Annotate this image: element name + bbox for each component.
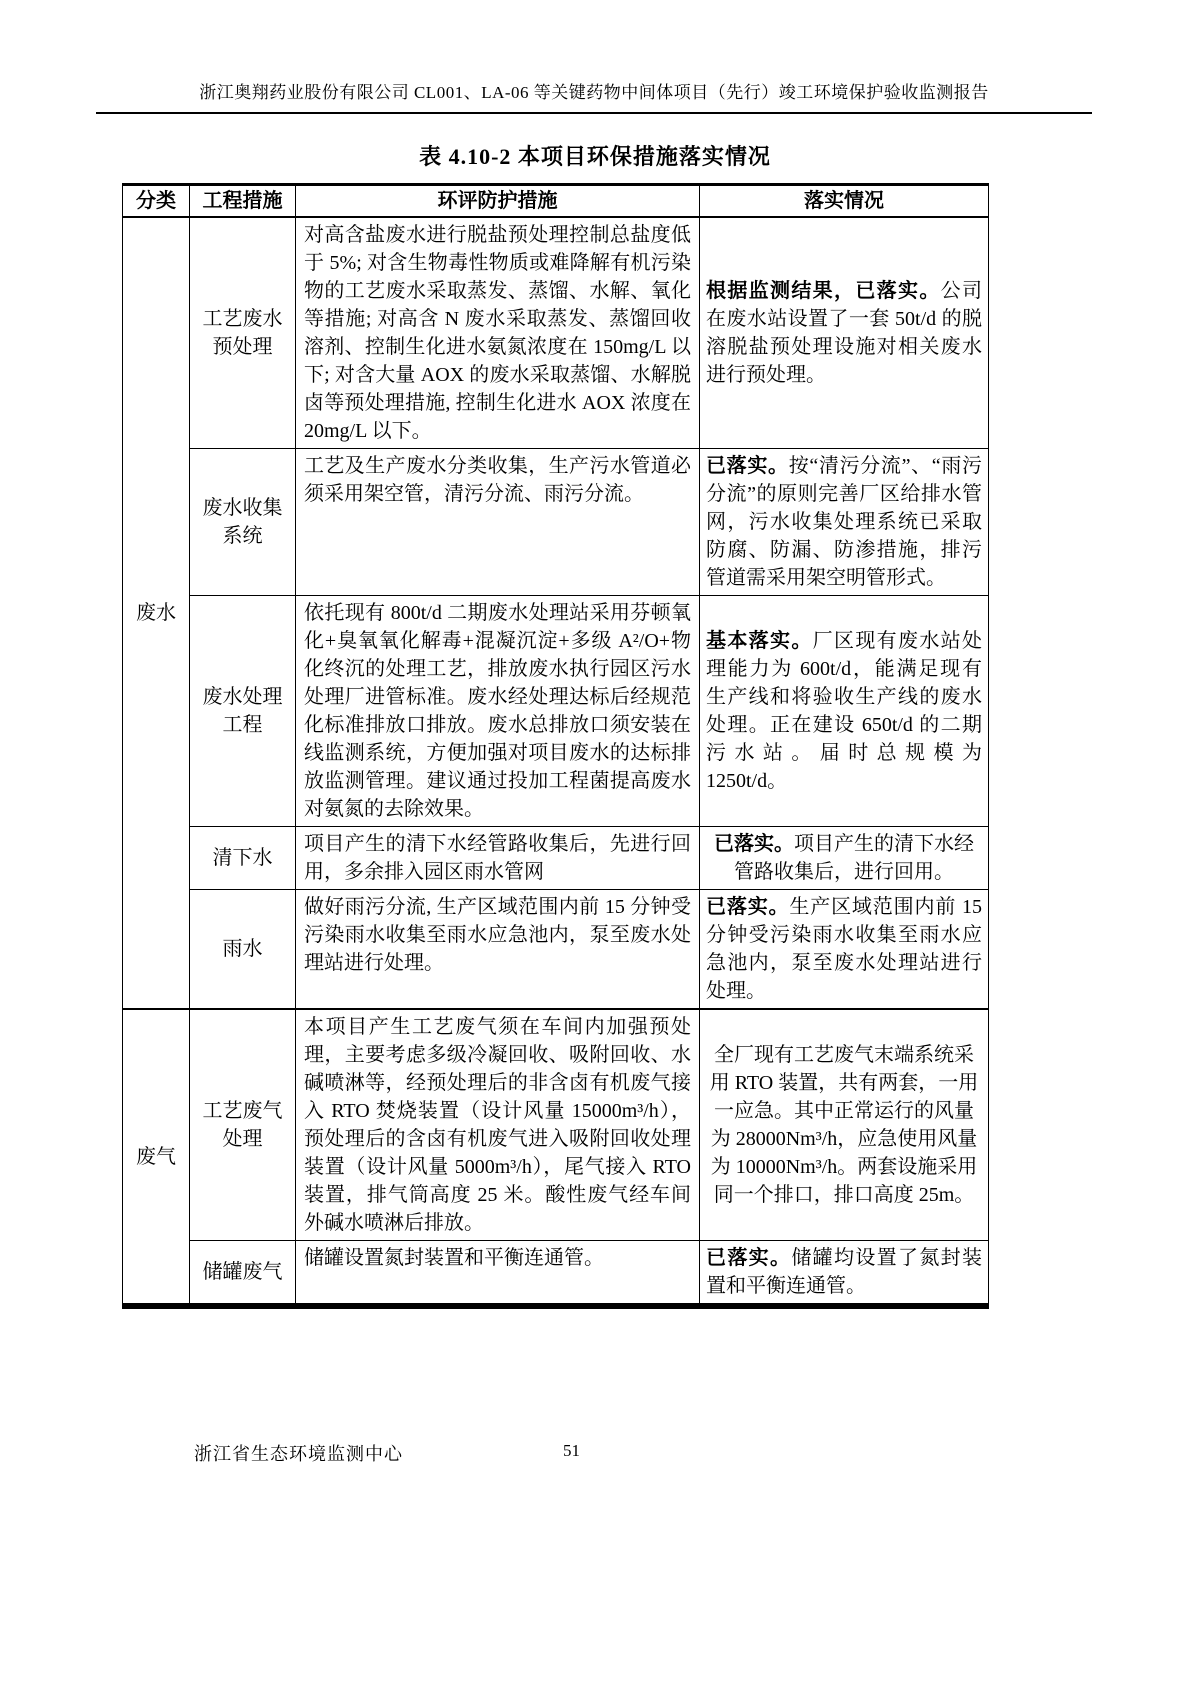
category-cell-wastegas: 废气 xyxy=(123,1009,190,1306)
table-row xyxy=(123,449,989,596)
page-number: 51 xyxy=(563,1441,580,1460)
status-bold: 已落实。 xyxy=(706,455,789,477)
measure-cell: 储罐废气 xyxy=(190,1241,296,1307)
epa-measure-cell: 做好雨污分流, 生产区域范围内前 15 分钟受污染雨水收集至雨水应急池内，泵至废水处理站进行处理。 xyxy=(296,890,700,1010)
status-cell xyxy=(700,1009,989,1241)
status-text: 储罐均设置了氮封装置和平衡连通管。 xyxy=(706,1247,983,1297)
measure-cell: 工艺废气处理 xyxy=(190,1009,296,1241)
status-cell xyxy=(700,217,989,449)
status-bold: 已落实。 xyxy=(706,896,790,918)
header-row xyxy=(123,185,989,218)
status-text: 厂区现有废水站处理能力为 600t/d，能满足现有生产线和将验收生产线的废水处理。正在建设 650t/d 的二期污水站。届时总规模为 1250t/d。 xyxy=(706,630,983,792)
status-text: 项目产生的清下水经管路收集后，进行回用。 xyxy=(734,833,974,883)
epa-measure-cell: 依托现有 800t/d 二期废水处理站采用芬顿氧化+臭氧氧化解毒+混凝沉淀+多级 A²/O+物化终沉的处理工艺，排放废水执行园区污水处理厂进管标准。废水经处理达标后经规范化标准排放口排放。废水总排放口须安装在线监测系统，方便加强对项目废水的达标排放监测管理。建议通过投加工程菌提高废水对氨氮的去除效果。 xyxy=(296,596,700,827)
table-row xyxy=(123,217,989,449)
status-bold: 根据监测结果，已落实。 xyxy=(706,280,941,302)
status-text: 全厂现有工艺废气末端系统采用 RTO 装置，共有两套，一用一应急。其中正常运行的风量为 28000Nm³/h，应急使用风量为 10000Nm³/h。两套设施采用同一个排口，排口高度 25m。 xyxy=(709,1044,979,1206)
table-title: 表 4.10-2 本项目环保措施落实情况 xyxy=(419,144,771,169)
status-bold: 基本落实。 xyxy=(706,630,813,652)
epa-measure-cell: 项目产生的清下水经管路收集后，先进行回用，多余排入园区雨水管网 xyxy=(296,827,700,890)
status-cell xyxy=(700,827,989,890)
col-header-measure: 工程措施 xyxy=(190,185,296,218)
epa-measure-cell: 储罐设置氮封装置和平衡连通管。 xyxy=(296,1241,700,1307)
status-bold: 已落实。 xyxy=(714,833,794,855)
table-row xyxy=(123,1241,989,1307)
epa-measure-cell: 工艺及生产废水分类收集，生产污水管道必须采用架空管，清污分流、雨污分流。 xyxy=(296,449,700,596)
category-cell-wastewater: 废水 xyxy=(123,217,190,1009)
status-text: 按“清污分流”、“雨污分流”的原则完善厂区给排水管网，污水收集处理系统已采取防腐、防漏、防渗措施，排污管道需采用架空明管形式。 xyxy=(706,455,983,589)
report-header: 浙江奥翔药业股份有限公司 CL001、LA-06 等关键药物中间体项目（先行）竣工环境保护验收监测报告 xyxy=(96,78,1092,114)
measure-cell: 废水处理工程 xyxy=(190,596,296,827)
env-measures-table xyxy=(122,183,989,1309)
status-text: 公司在废水站设置了一套 50t/d 的脱溶脱盐预处理设施对相关废水进行预处理。 xyxy=(706,280,983,386)
col-header-category: 分类 xyxy=(123,185,190,218)
measure-cell: 雨水 xyxy=(190,890,296,1010)
status-cell xyxy=(700,596,989,827)
table-row xyxy=(123,1009,989,1241)
epa-measure-cell: 对高含盐废水进行脱盐预处理控制总盐度低于 5%; 对含生物毒性物质或难降解有机污染物的工艺废水采取蒸发、蒸馏、水解、氧化等措施; 对高含 N 废水采取蒸发、蒸馏回收溶剂、控制生化进水氨氮浓度在 150mg/L 以下; 对含大量 AOX 的废水采取蒸馏、水解脱卤等预处理措施, 控制生化进水 AOX 浓度在 20mg/L 以下。 xyxy=(296,217,700,449)
status-cell xyxy=(700,1241,989,1307)
status-cell xyxy=(700,449,989,596)
measure-cell: 废水收集系统 xyxy=(190,449,296,596)
status-text: 生产区域范围内前 15 分钟受污染雨水收集至雨水应急池内，泵至废水处理站进行处理。 xyxy=(706,896,983,1002)
status-cell xyxy=(700,890,989,1010)
epa-measure-cell: 本项目产生工艺废气须在车间内加强预处理，主要考虑多级冷凝回收、吸附回收、水碱喷淋等，经预处理后的非含卤有机废气接入 RTO 焚烧装置（设计风量 15000m³/h），预处理后的含卤有机废气进入吸附回收处理装置（设计风量 5000m³/h），尾气接入 RTO 装置，排气筒高度 25 米。酸性废气经车间外碱水喷淋后排放。 xyxy=(296,1009,700,1241)
status-bold: 已落实。 xyxy=(706,1247,792,1269)
footer-organization: 浙江省生态环境监测中心 xyxy=(194,1444,403,1464)
table-row xyxy=(123,890,989,1010)
table-row xyxy=(123,596,989,827)
col-header-status: 落实情况 xyxy=(700,185,989,218)
col-header-epa: 环评防护措施 xyxy=(296,185,700,218)
measure-cell: 清下水 xyxy=(190,827,296,890)
measure-cell: 工艺废水预处理 xyxy=(190,217,296,449)
table-row xyxy=(123,827,989,890)
